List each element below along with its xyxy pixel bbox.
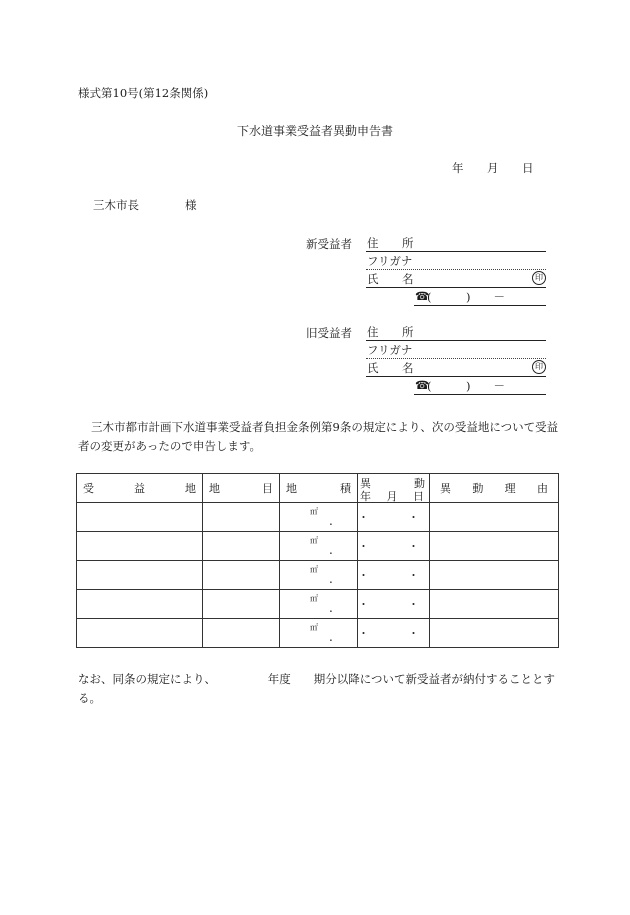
furigana-label: フリガナ <box>367 343 413 357</box>
area-cell[interactable] <box>280 532 358 561</box>
header-reason: 異 動 理 由 <box>430 474 559 503</box>
change-date-cell[interactable] <box>358 590 433 619</box>
area-cell[interactable] <box>280 619 358 648</box>
old-beneficiary-label: 旧受益者 <box>306 326 352 340</box>
land-cell[interactable] <box>77 619 203 648</box>
reason-cell[interactable] <box>430 619 559 648</box>
table-row <box>77 561 559 590</box>
area-cell[interactable] <box>280 561 358 590</box>
table-row <box>77 503 559 532</box>
address-label-2: 所 <box>402 325 414 339</box>
new-address-field[interactable] <box>366 233 546 252</box>
change-date-cell[interactable] <box>358 561 433 590</box>
land-cell[interactable] <box>77 503 203 532</box>
lot-type-cell[interactable] <box>203 532 280 561</box>
addressee-name: 三木市長 <box>93 198 139 212</box>
change-date-cell[interactable] <box>358 503 433 532</box>
address-label: 住 <box>367 325 379 339</box>
old-name-field[interactable] <box>366 358 546 377</box>
seal-icon: 印 <box>532 360 546 374</box>
lot-type-cell[interactable] <box>203 619 280 648</box>
reason-cell[interactable] <box>430 532 559 561</box>
land-table <box>76 473 559 648</box>
body-paragraph: 三木市都市計画下水道事業受益者負担金条例第9条の規定により、次の受益地について受益者の変更があったので申告します。 <box>78 420 559 453</box>
phone-icon: ☎ <box>415 289 430 303</box>
date-year-label: 年 <box>452 161 464 175</box>
lot-type-cell[interactable] <box>203 561 280 590</box>
area-decimal: . <box>329 630 333 644</box>
land-cell[interactable] <box>77 561 203 590</box>
addressee <box>93 197 197 213</box>
address-label-2: 所 <box>402 236 414 250</box>
phone-format: ( ) － <box>427 290 505 304</box>
date-day-label: 日 <box>522 161 534 175</box>
reason-cell[interactable] <box>430 503 559 532</box>
new-name-field[interactable] <box>366 269 546 288</box>
area-unit: ㎡ <box>310 565 318 574</box>
area-decimal: . <box>329 514 333 528</box>
land-cell[interactable] <box>77 532 203 561</box>
reason-cell[interactable] <box>430 561 559 590</box>
area-decimal: . <box>329 572 333 586</box>
footer-paragraph: なお、同条の規定により、 年度 期分以降について新受益者が納付することとする。 <box>78 672 556 705</box>
area-decimal: . <box>329 601 333 615</box>
new-phone-field[interactable] <box>414 287 546 306</box>
date-dots: ・ ・ <box>358 511 433 524</box>
old-phone-field[interactable] <box>414 376 546 395</box>
land-cell[interactable] <box>77 590 203 619</box>
page-title: 下水道事業受益者異動申告書 <box>236 124 393 138</box>
table-row <box>77 619 559 648</box>
seal-icon: 印 <box>532 271 546 285</box>
area-unit: ㎡ <box>310 594 318 603</box>
new-furigana-field[interactable] <box>366 251 546 270</box>
address-label: 住 <box>367 236 379 250</box>
date-dots: ・ ・ <box>358 540 433 553</box>
name-label: 氏 <box>367 272 379 286</box>
name-label-2: 名 <box>402 272 414 286</box>
name-label-2: 名 <box>402 361 414 375</box>
date-month-label: 月 <box>487 161 499 175</box>
lot-type-cell[interactable] <box>203 503 280 532</box>
change-date-cell[interactable] <box>358 619 433 648</box>
new-beneficiary-label: 新受益者 <box>306 237 352 251</box>
header-lot-type: 地 目 <box>203 474 280 503</box>
area-decimal: . <box>329 543 333 557</box>
furigana-label: フリガナ <box>367 254 413 268</box>
header-land: 受 益 地 <box>77 474 203 503</box>
area-unit: ㎡ <box>310 536 318 545</box>
table-row <box>77 532 559 561</box>
addressee-honorific: 様 <box>185 198 197 212</box>
header-change-date: 異 動 年 月 日 <box>358 474 430 503</box>
date-dots: ・ ・ <box>358 569 433 582</box>
reason-cell[interactable] <box>430 590 559 619</box>
area-unit: ㎡ <box>310 507 318 516</box>
phone-icon: ☎ <box>415 378 430 392</box>
area-unit: ㎡ <box>310 623 318 632</box>
old-furigana-field[interactable] <box>366 340 546 359</box>
area-cell[interactable] <box>280 503 358 532</box>
lot-type-cell[interactable] <box>203 590 280 619</box>
form-number: 様式第10号(第12条関係) <box>78 86 209 100</box>
phone-format: ( ) － <box>427 379 505 393</box>
name-label: 氏 <box>367 361 379 375</box>
date-dots: ・ ・ <box>358 627 433 640</box>
change-date-cell[interactable] <box>358 532 433 561</box>
date-dots: ・ ・ <box>358 598 433 611</box>
header-area: 地 積 <box>280 474 358 503</box>
table-row <box>77 590 559 619</box>
old-address-field[interactable] <box>366 322 546 341</box>
area-cell[interactable] <box>280 590 358 619</box>
